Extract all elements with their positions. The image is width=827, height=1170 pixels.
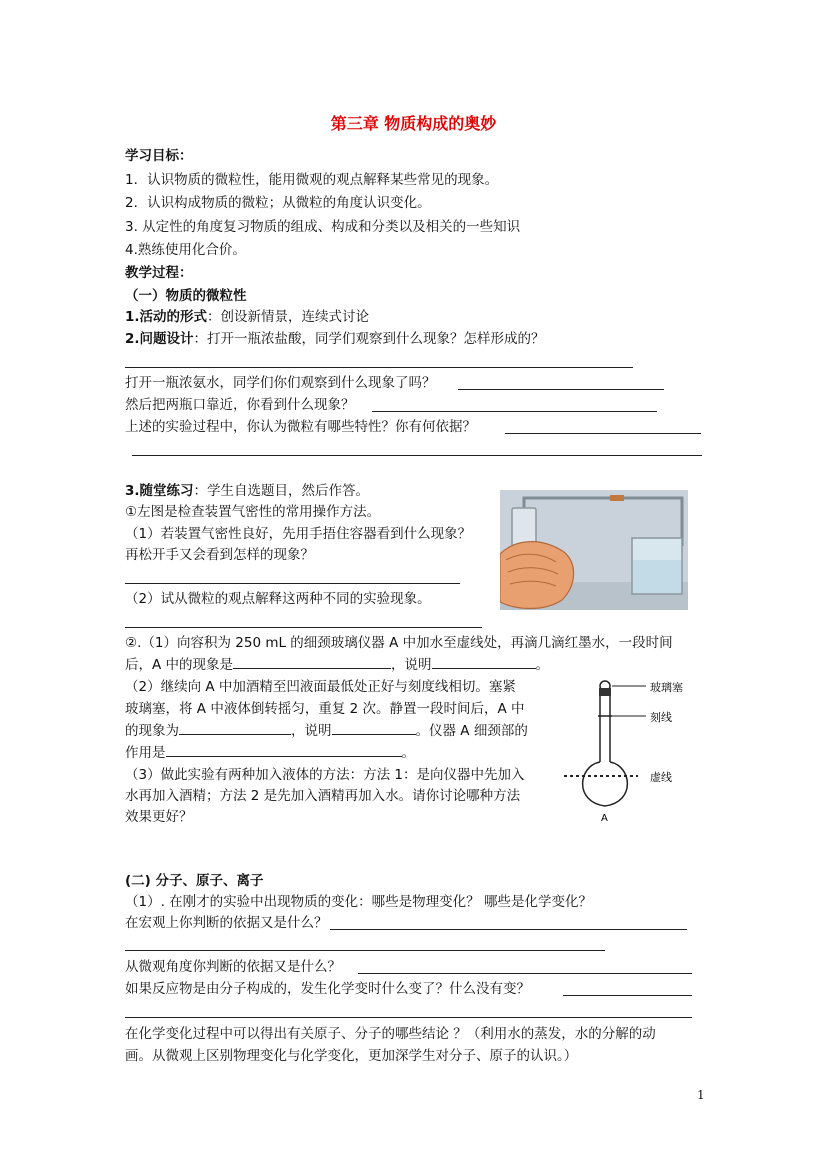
answer-blank[interactable] [358, 973, 692, 974]
question-text: ：打开一瓶浓盐酸，同学们观察到什么现象？怎样形成的？ [193, 331, 545, 347]
answer-blank[interactable] [330, 929, 687, 930]
question-line [125, 330, 545, 348]
flask-name-label: A [601, 813, 608, 822]
airtightness-photo [500, 490, 688, 610]
practice-text: 作用是 [125, 745, 166, 761]
stopper-label: 玻璃塞 [650, 681, 683, 694]
practice-text: 。仪器 A 细颈部的 [415, 723, 528, 739]
answer-blank[interactable] [505, 433, 701, 434]
practice-text: ①左图是检查装置气密性的常用操作方法。 [125, 504, 381, 520]
question-text: 上述的实验过程中，你认为微粒有哪些特性？你有何依据？ [125, 419, 476, 435]
page-title: 第三章 物质构成的奥妙 [330, 114, 497, 133]
answer-blank[interactable] [372, 411, 657, 412]
answer-blank[interactable] [132, 455, 702, 456]
practice-text: 再松开手又会看到怎样的现象？ [125, 547, 314, 563]
answer-blank[interactable] [179, 722, 291, 735]
practice-text: 的现象为 [125, 723, 179, 739]
section2-heading: (二) 分子、原子、离子 [125, 873, 264, 889]
section2-text: 画。从微观上区别物理变化与化学变化，更加深学生对分子、原子的认识。） [125, 1048, 578, 1064]
answer-blank[interactable] [125, 627, 482, 628]
activity-label: 1.活动的形式 [125, 309, 208, 325]
practice-text: 后，A 中的现象是 [125, 657, 234, 673]
practice-text: ：学生自选题目，然后作答。 [193, 483, 370, 499]
practice-line [125, 482, 369, 500]
practice-text: 效果更好？ [125, 809, 193, 825]
answer-blank[interactable] [166, 744, 402, 757]
practice-text: （2）继续向 A 中加酒精至凹液面最低处正好与刻度线相切。塞紧 [125, 679, 516, 695]
answer-blank[interactable] [458, 389, 664, 390]
volumetric-flask-diagram [562, 672, 706, 822]
answer-blank[interactable] [563, 995, 692, 996]
practice-text: 水再加入酒精；方法 2 是先加入酒精再加入水。请你讨论哪种方法 [125, 788, 521, 804]
answer-blank[interactable] [432, 656, 536, 669]
practice-line [125, 656, 549, 674]
objective-item: 2．认识构成物质的微粒；从微粒的角度认识变化。 [125, 195, 431, 211]
practice-text: 玻璃塞，将 A 中液体倒转摇匀，重复 2 次。静置一段时间后，A 中 [125, 701, 525, 717]
practice-label: 3.随堂练习 [125, 483, 194, 499]
answer-blank[interactable] [125, 950, 605, 951]
process-heading: 教学过程： [125, 265, 193, 281]
objective-item: 4.熟练使用化合价。 [125, 242, 246, 258]
mark-label: 刻线 [650, 711, 672, 724]
objectives-heading: 学习目标： [125, 148, 193, 164]
practice-line [125, 744, 415, 762]
section1-heading: （一）物质的微粒性 [125, 288, 247, 304]
practice-text: 。 [535, 657, 550, 673]
question-label: 2.问题设计 [125, 331, 194, 347]
section2-text: （1）. 在刚才的实验中出现物质的变化：哪些是物理变化？ 哪些是化学变化？ [125, 894, 592, 910]
answer-blank[interactable] [125, 367, 633, 368]
section2-text: 在化学变化过程中可以得出有关原子、分子的哪些结论 ？（利用水的蒸发，水的分解的动 [125, 1026, 656, 1042]
practice-text: ，说明 [291, 723, 332, 739]
objective-item: 3. 从定性的角度复习物质的组成、构成和分类以及相关的一些知识 [125, 219, 521, 235]
practice-text: （1）若装置气密性良好，先用手捂住容器看到什么现象？ [125, 526, 472, 542]
answer-blank[interactable] [233, 656, 391, 669]
dashed-label: 虚线 [650, 771, 672, 784]
practice-text: 。 [401, 745, 415, 761]
answer-blank[interactable] [125, 1017, 692, 1018]
answer-blank[interactable] [125, 583, 460, 584]
question-text: 然后把两瓶口靠近，你看到什么现象？ [125, 397, 355, 413]
section2-text: 在宏观上你判断的依据又是什么？ [125, 915, 328, 931]
objective-item: 1．认识物质的微粒性，能用微观的观点解释某些常见的现象。 [125, 172, 499, 188]
answer-blank[interactable] [332, 722, 416, 735]
activity-line [125, 308, 369, 326]
section2-text: 从微观角度你判断的依据又是什么？ [125, 959, 341, 975]
question-text: 打开一瓶浓氨水，同学们你们观察到什么现象了吗？ [125, 375, 436, 391]
section2-text: 如果反应物是由分子构成的，发生化学变时什么变了？什么没有变？ [125, 981, 530, 997]
activity-text: ：创设新情景，连续式讨论 [207, 309, 370, 325]
practice-text: ，说明 [391, 657, 432, 673]
practice-text: （2）试从微粒的观点解释这两种不同的实验现象。 [125, 591, 431, 607]
page-number: 1 [697, 1088, 705, 1102]
practice-text: （3）做此实验有两种加入液体的方法：方法 1：是向仪器中先加入 [125, 767, 525, 783]
practice-text: ②.（1）向容积为 250 mL 的细颈玻璃仪器 A 中加水至虚线处，再滴几滴红墨水，一段时间 [125, 635, 673, 651]
practice-line [125, 722, 528, 740]
